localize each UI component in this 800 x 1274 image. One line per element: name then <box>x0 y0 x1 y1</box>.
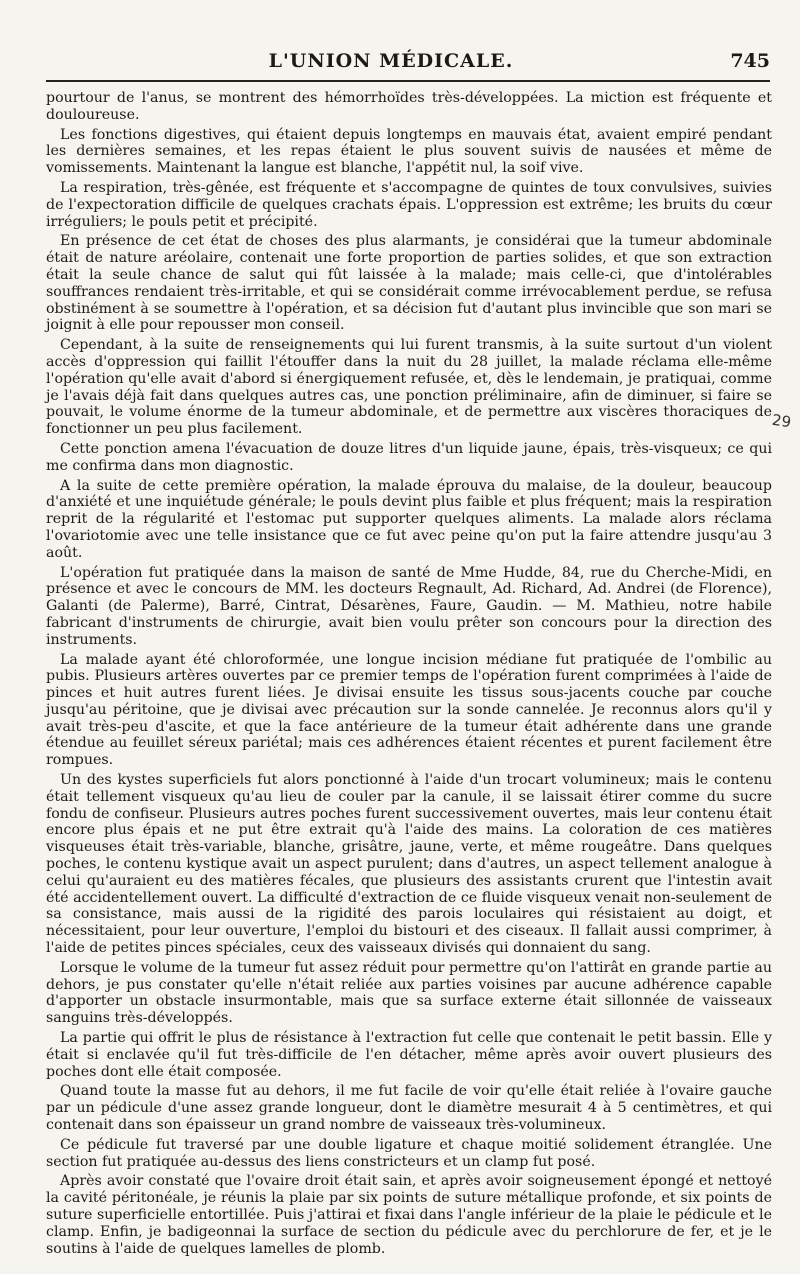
paragraph: La malade ayant été chloroformée, une longue incision médiane fut pratiquée de l'ombilic au pubis. Plusieurs artères ouvertes par ce premier temps de l'opération furent comprimées à l'aide de pinces et huit autres furent liées. Je divisai ensuite les tissus sous-jacents couche par couche jusqu'au péritoine, que je divisai avec précaution sur la sonde cannelée. Je reconnus alors qu'il y avait très-peu d'ascite, et que la face antérieure de la tumeur était adhérente dans une grande étendue au feuillet séreux pariétal; mais ces adhérences étaient récentes et purent facilement être rompues. <box>46 651 772 769</box>
paragraph: Un des kystes superficiels fut alors ponctionné à l'aide d'un trocart volumineux; mais le contenu était tellement visqueux qu'au lieu de couler par la canule, il se laissait étirer comme du sucre fondu de confiseur. Plusieurs autres poches furent successivement ouvertes, mais leur contenu était encore plus épais et ne put être extrait qu'à l'aide des mains. La coloration de ces matières visqueuses était très-variable, blanche, grisâtre, jaune, verte, et même rougeâtre. Dans quelques poches, le contenu kystique avait un aspect purulent; dans d'autres, un aspect tellement analogue à celui qu'auraient eu des matières fécales, que plusieurs des assistants crurent que l'intestin avait été accidentellement ouvert. La difficulté d'extraction de ce fluide visqueux venait non-seulement de sa consistance, mais aussi de la rigidité des parois loculaires qui résistaient au doigt, et nécessitaient, pour leur ouverture, l'emploi du bistouri et des ciseaux. Il fallait aussi comprimer, à l'aide de petites pinces spéciales, ceux des vaisseaux divisés qui donnaient du sang. <box>46 772 772 957</box>
paragraph: La respiration, très-gênée, est fréquente et s'accompagne de quintes de toux convulsives, suivies de l'expectoration difficile de quelques crachats épais. L'oppression est extrême; les bruits du cœur irréguliers; le pouls petit et précipité. <box>46 179 772 230</box>
running-title: L'UNION MÉDICALE. <box>268 50 514 72</box>
paragraph: En présence de cet état de choses des plus alarmants, je considérai que la tumeur abdominale était de nature aréolaire, contenait une forte proportion de parties solides, et que son extraction était la seule chance de salut qui fût laissée à la malade; mais celle-ci, que d'intolérables souffrances rendaient très-irritable, et qui se considérait comme irrévocablement perdue, se refusa obstinément à se soumettre à l'opération, et sa décision fut d'autant plus invincible que son mari se joignit à elle pour repousser mon conseil. <box>46 233 772 334</box>
paragraph: La partie qui offrit le plus de résistance à l'extraction fut celle que contenait le petit bassin. Elle y était si enclavée qu'il fut très-difficile de l'en détacher, même après avoir ouvert plusieurs des poches dont elle était composée. <box>46 1030 772 1080</box>
paragraph: Cependant, à la suite de renseignements qui lui furent transmis, à la suite surtout d'un violent accès d'oppression qui faillit l'étouffer dans la nuit du 28 juillet, la malade réclama elle-même l'opération qu'elle avait d'abord si énergiquement refusée, et, dès le lendemain, je pratiquai, comme je l'avais déjà fait dans quelques autres cas, une ponction préliminaire, afin de diminuer, si faire se pouvait, le volume énorme de la tumeur abdominale, et de permettre aux viscères thoraciques de fonctionner un peu plus facilement. <box>46 337 772 438</box>
paragraph: Cette ponction amena l'évacuation de douze litres d'un liquide jaune, épais, très-visqueux; ce qui me confirma dans mon diagnostic. <box>46 440 772 474</box>
page-header <box>46 50 770 78</box>
paragraph: Ce pédicule fut traversé par une double ligature et chaque moitié solidement étranglée. Une section fut pratiquée au-dessus des liens constricteurs et un clamp fut posé. <box>46 1136 772 1170</box>
paragraph: Lorsque le volume de la tumeur fut assez réduit pour permettre qu'on l'attirât en grande partie au dehors, je pus constater qu'elle n'était reliée aux parties voisines par aucune adhérence capable d'apporter un obstacle insurmontable, mais que sa surface externe était sillonnée de vaisseaux sanguins très-développés. <box>46 959 772 1027</box>
handwritten-margin-note: 29 <box>770 410 793 432</box>
article-body <box>46 90 772 1260</box>
paragraph: L'opération fut pratiquée dans la maison de santé de Mme Hudde, 84, rue du Cherche-Midi, en présence et avec le concours de MM. les docteurs Regnault, Ad. Richard, Ad. Andrei (de Florence), Galanti (de Palerme), Barré, Cintrat, Désarènes, Faure, Gaudin. — M. Mathieu, notre habile fabricant d'instruments de chirurgie, avait bien voulu prêter son concours pour la direction des instruments. <box>46 564 772 648</box>
paragraph: pourtour de l'anus, se montrent des hémorrhoïdes très-développées. La miction est fréquente et douloureuse. <box>46 90 772 123</box>
paragraph: Les fonctions digestives, qui étaient depuis longtemps en mauvais état, avaient empiré pendant les dernières semaines, et les repas étaient le plus souvent suivis de nausées et même de vomissements. Maintenant la langue est blanche, l'appétit nul, la soif vive. <box>46 126 772 177</box>
paragraph: Après avoir constaté que l'ovaire droit était sain, et après avoir soigneusement épongé et nettoyé la cavité péritonéale, je réunis la plaie par six points de suture métallique profonde, et six points de suture superficielle entortillée. Puis j'attirai et fixai dans l'angle inférieur de la plaie le pédicule et le clamp. Enfin, je badigeonnai la surface de section du pédicule avec du perchlorure de fer, et je le soutins à l'aide de quelques lamelles de plomb. <box>46 1173 772 1257</box>
page-number: 745 <box>730 50 770 72</box>
paragraph: A la suite de cette première opération, la malade éprouva du malaise, de la douleur, beaucoup d'anxiété et une inquiétude générale; le pouls devint plus faible et plus fréquent; mais la respiration reprit de la régularité et l'estomac put supporter quelques aliments. La malade alors réclama l'ovariotomie avec une telle insistance que ce fut avec peine qu'on put la faire attendre jusqu'au 3 août. <box>46 477 772 561</box>
header-rule <box>46 80 770 82</box>
paragraph: Quand toute la masse fut au dehors, il me fut facile de voir qu'elle était reliée à l'ovaire gauche par un pédicule d'une assez grande longueur, dont le diamètre mesurait 4 à 5 centimètres, et qui contenait dans son épaisseur un grand nombre de vaisseaux très-volumineux. <box>46 1083 772 1134</box>
